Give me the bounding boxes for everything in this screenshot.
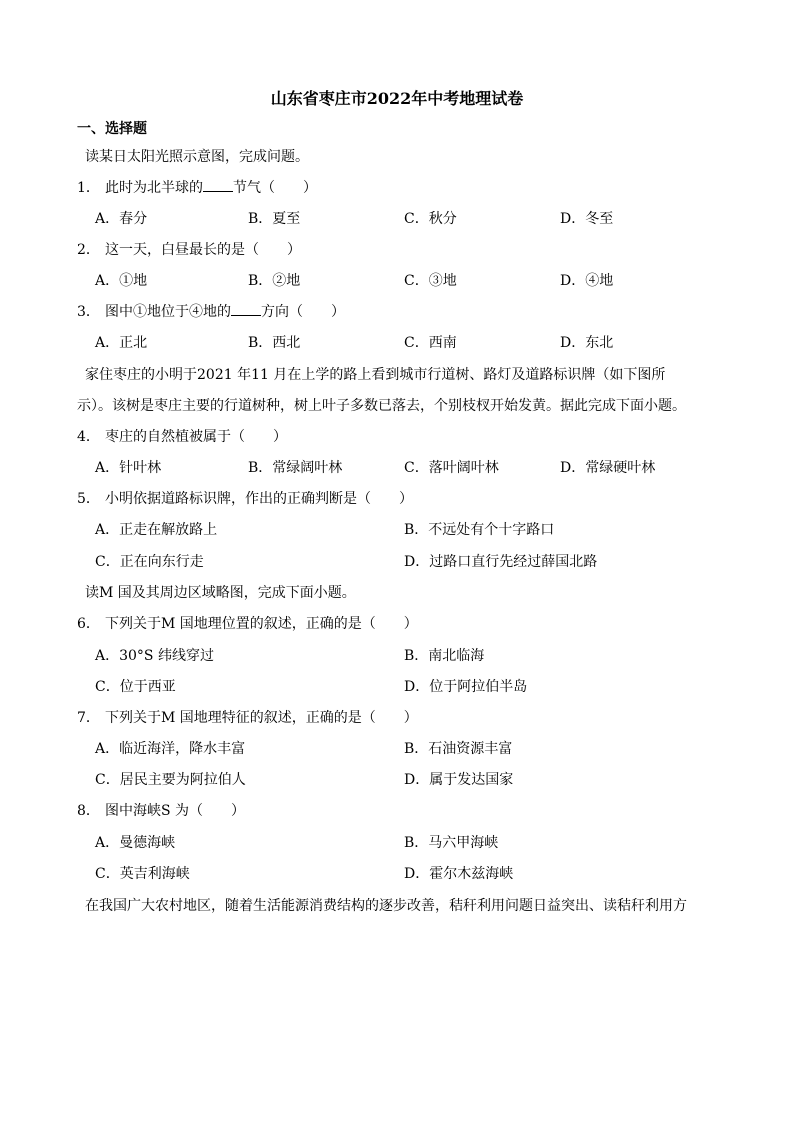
question-text: 节气（ ） [233, 180, 317, 196]
option-d: D．属于发达国家 [404, 772, 514, 788]
question-number: 3． [77, 304, 100, 320]
intro-text: 读M 国及其周边区域略图，完成下面小题。 [85, 585, 356, 601]
question-number: 6． [77, 616, 100, 632]
question-number: 5． [77, 491, 100, 507]
option-a: A．针叶林 [95, 460, 162, 476]
option-d: D．霍尔木兹海峡 [404, 866, 514, 882]
option-a: A．正走在解放路上 [95, 522, 218, 538]
question-number: 7． [77, 710, 100, 726]
answer-blank [203, 179, 233, 192]
question-8 [77, 800, 245, 820]
question-text: 小明依据道路标识牌，作出的正确判断是（ ） [105, 491, 413, 507]
option-c: C．位于西亚 [95, 679, 176, 695]
option-b: B．西北 [248, 335, 301, 351]
option-a: A．春分 [95, 211, 148, 227]
question-6 [77, 613, 418, 633]
intro-text: 示）。该树是枣庄主要的行道树种，树上叶子多数已落去，个别枝杈开始发黄。据此完成下面小题。 [77, 398, 686, 414]
option-b: B．马六甲海峡 [404, 835, 499, 851]
question-number: 1． [77, 180, 100, 196]
question-text: 下列关于M 国地理特征的叙述，正确的是（ ） [105, 710, 418, 726]
option-d: D．冬至 [560, 211, 614, 227]
option-a: A．临近海洋，降水丰富 [95, 741, 246, 757]
option-c: C．秋分 [404, 211, 457, 227]
option-a: A．曼德海峡 [95, 835, 176, 851]
option-b: B．②地 [248, 273, 301, 289]
option-b: B．不远处有个十字路口 [404, 522, 555, 538]
intro-text: 在我国广大农村地区，随着生活能源消费结构的逐步改善，秸秆利用问题日益突出、读秸秆利用方 [85, 898, 687, 914]
question-7 [77, 707, 418, 727]
option-c: C．西南 [404, 335, 457, 351]
section-heading: 一、选择题 [77, 121, 147, 137]
question-number: 8． [77, 803, 100, 819]
option-a: A．①地 [95, 273, 148, 289]
option-c: C．落叶阔叶林 [404, 460, 499, 476]
question-text: 枣庄的自然植被属于（ ） [105, 429, 287, 445]
question-number: 4． [77, 429, 100, 445]
question-text: 这一天，白昼最长的是（ ） [105, 242, 301, 258]
option-c: C．③地 [404, 273, 457, 289]
option-c: C．居民主要为阿拉伯人 [95, 772, 246, 788]
question-text: 此时为北半球的 [105, 180, 203, 196]
option-d: D．常绿硬叶林 [560, 460, 656, 476]
question-2 [77, 239, 301, 259]
question-4 [77, 426, 287, 446]
option-a: A．30°S 纬线穿过 [95, 648, 214, 664]
option-d: D．④地 [560, 273, 614, 289]
question-text: 图中①地位于④地的 [105, 304, 231, 320]
option-b: B．南北临海 [404, 648, 485, 664]
intro-text: 读某日太阳光照示意图，完成问题。 [85, 149, 309, 165]
intro-text: 家住枣庄的小明于2021 年11 月在上学的路上看到城市行道树、路灯及道路标识牌（如下图所 [85, 367, 666, 383]
option-b: B．夏至 [248, 211, 301, 227]
answer-blank [231, 303, 261, 316]
option-c: C．正在向东行走 [95, 554, 204, 570]
option-a: A．正北 [95, 335, 148, 351]
question-5 [77, 488, 413, 508]
question-number: 2． [77, 242, 100, 258]
option-d: D．东北 [560, 335, 614, 351]
page-title: 山东省枣庄市2022年中考地理试卷 [270, 89, 524, 108]
option-d: D．位于阿拉伯半岛 [404, 679, 528, 695]
option-c: C．英吉利海峡 [95, 866, 190, 882]
question-text: 图中海峡S 为（ ） [105, 803, 246, 819]
option-b: B．常绿阔叶林 [248, 460, 343, 476]
question-3 [77, 301, 345, 321]
option-b: B．石油资源丰富 [404, 741, 513, 757]
question-text: 下列关于M 国地理位置的叙述，正确的是（ ） [105, 616, 418, 632]
question-text: 方向（ ） [261, 304, 345, 320]
option-d: D．过路口直行先经过薛国北路 [404, 554, 598, 570]
question-1 [77, 177, 317, 197]
